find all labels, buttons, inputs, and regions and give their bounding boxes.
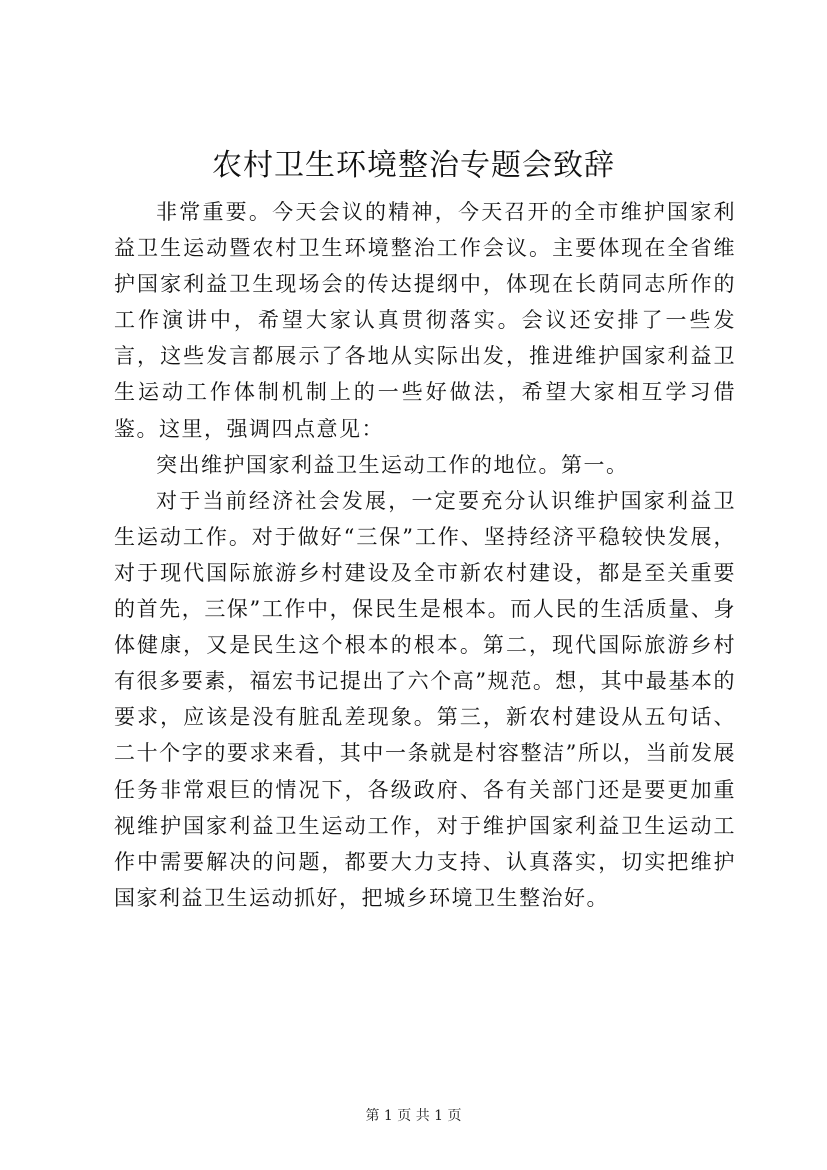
document-title: 农村卫生环境整治专题会致辞 (212, 148, 615, 183)
document-body (114, 194, 736, 916)
page-number-footer: 第 1 页 共 1 页 (365, 1108, 462, 1124)
paragraph-1: 非常重要。今天会议的精神，今天召开的全市维护国家利益卫生运动暨农村卫生环境整治工作会议。主要体现在全省维护国家利益卫生现场会的传达提纲中，体现在长荫同志所作的工作演讲中，希望大家认真贯彻落实。会议还安排了一些发言，这些发言都展示了各地从实际出发，推进维护国家利益卫生运动工作体制机制上的一些好做法，希望大家相互学习借鉴。这里，强调四点意见： (114, 200, 736, 441)
paragraph-3: 对于当前经济社会发展，一定要充分认识维护国家利益卫生运动工作。对于做好“三保”工作、坚持经济平稳较快发展，对于现代国际旅游乡村建设及全市新农村建设，都是至关重要的首先，三保”工作中，保民生是根本。而人民的生活质量、身体健康，又是民生这个根本的根本。第二，现代国际旅游乡村有很多要素，福宏书记提出了六个高”规范。想，其中最基本的要求，应该是没有脏乱差现象。第三，新农村建设从五句话、二十个字的要求来看，其中一条就是村容整洁”所以，当前发展任务非常艰巨的情况下，各级政府、各有关部门还是要更加重视维护国家利益卫生运动工作，对于维护国家利益卫生运动工作中需要解决的问题，都要大力支持、认真落实，切实把维护国家利益卫生运动抓好，把城乡环境卫生整治好。 (114, 488, 736, 910)
paragraph-2: 突出维护国家利益卫生运动工作的地位。第一。 (156, 452, 629, 477)
